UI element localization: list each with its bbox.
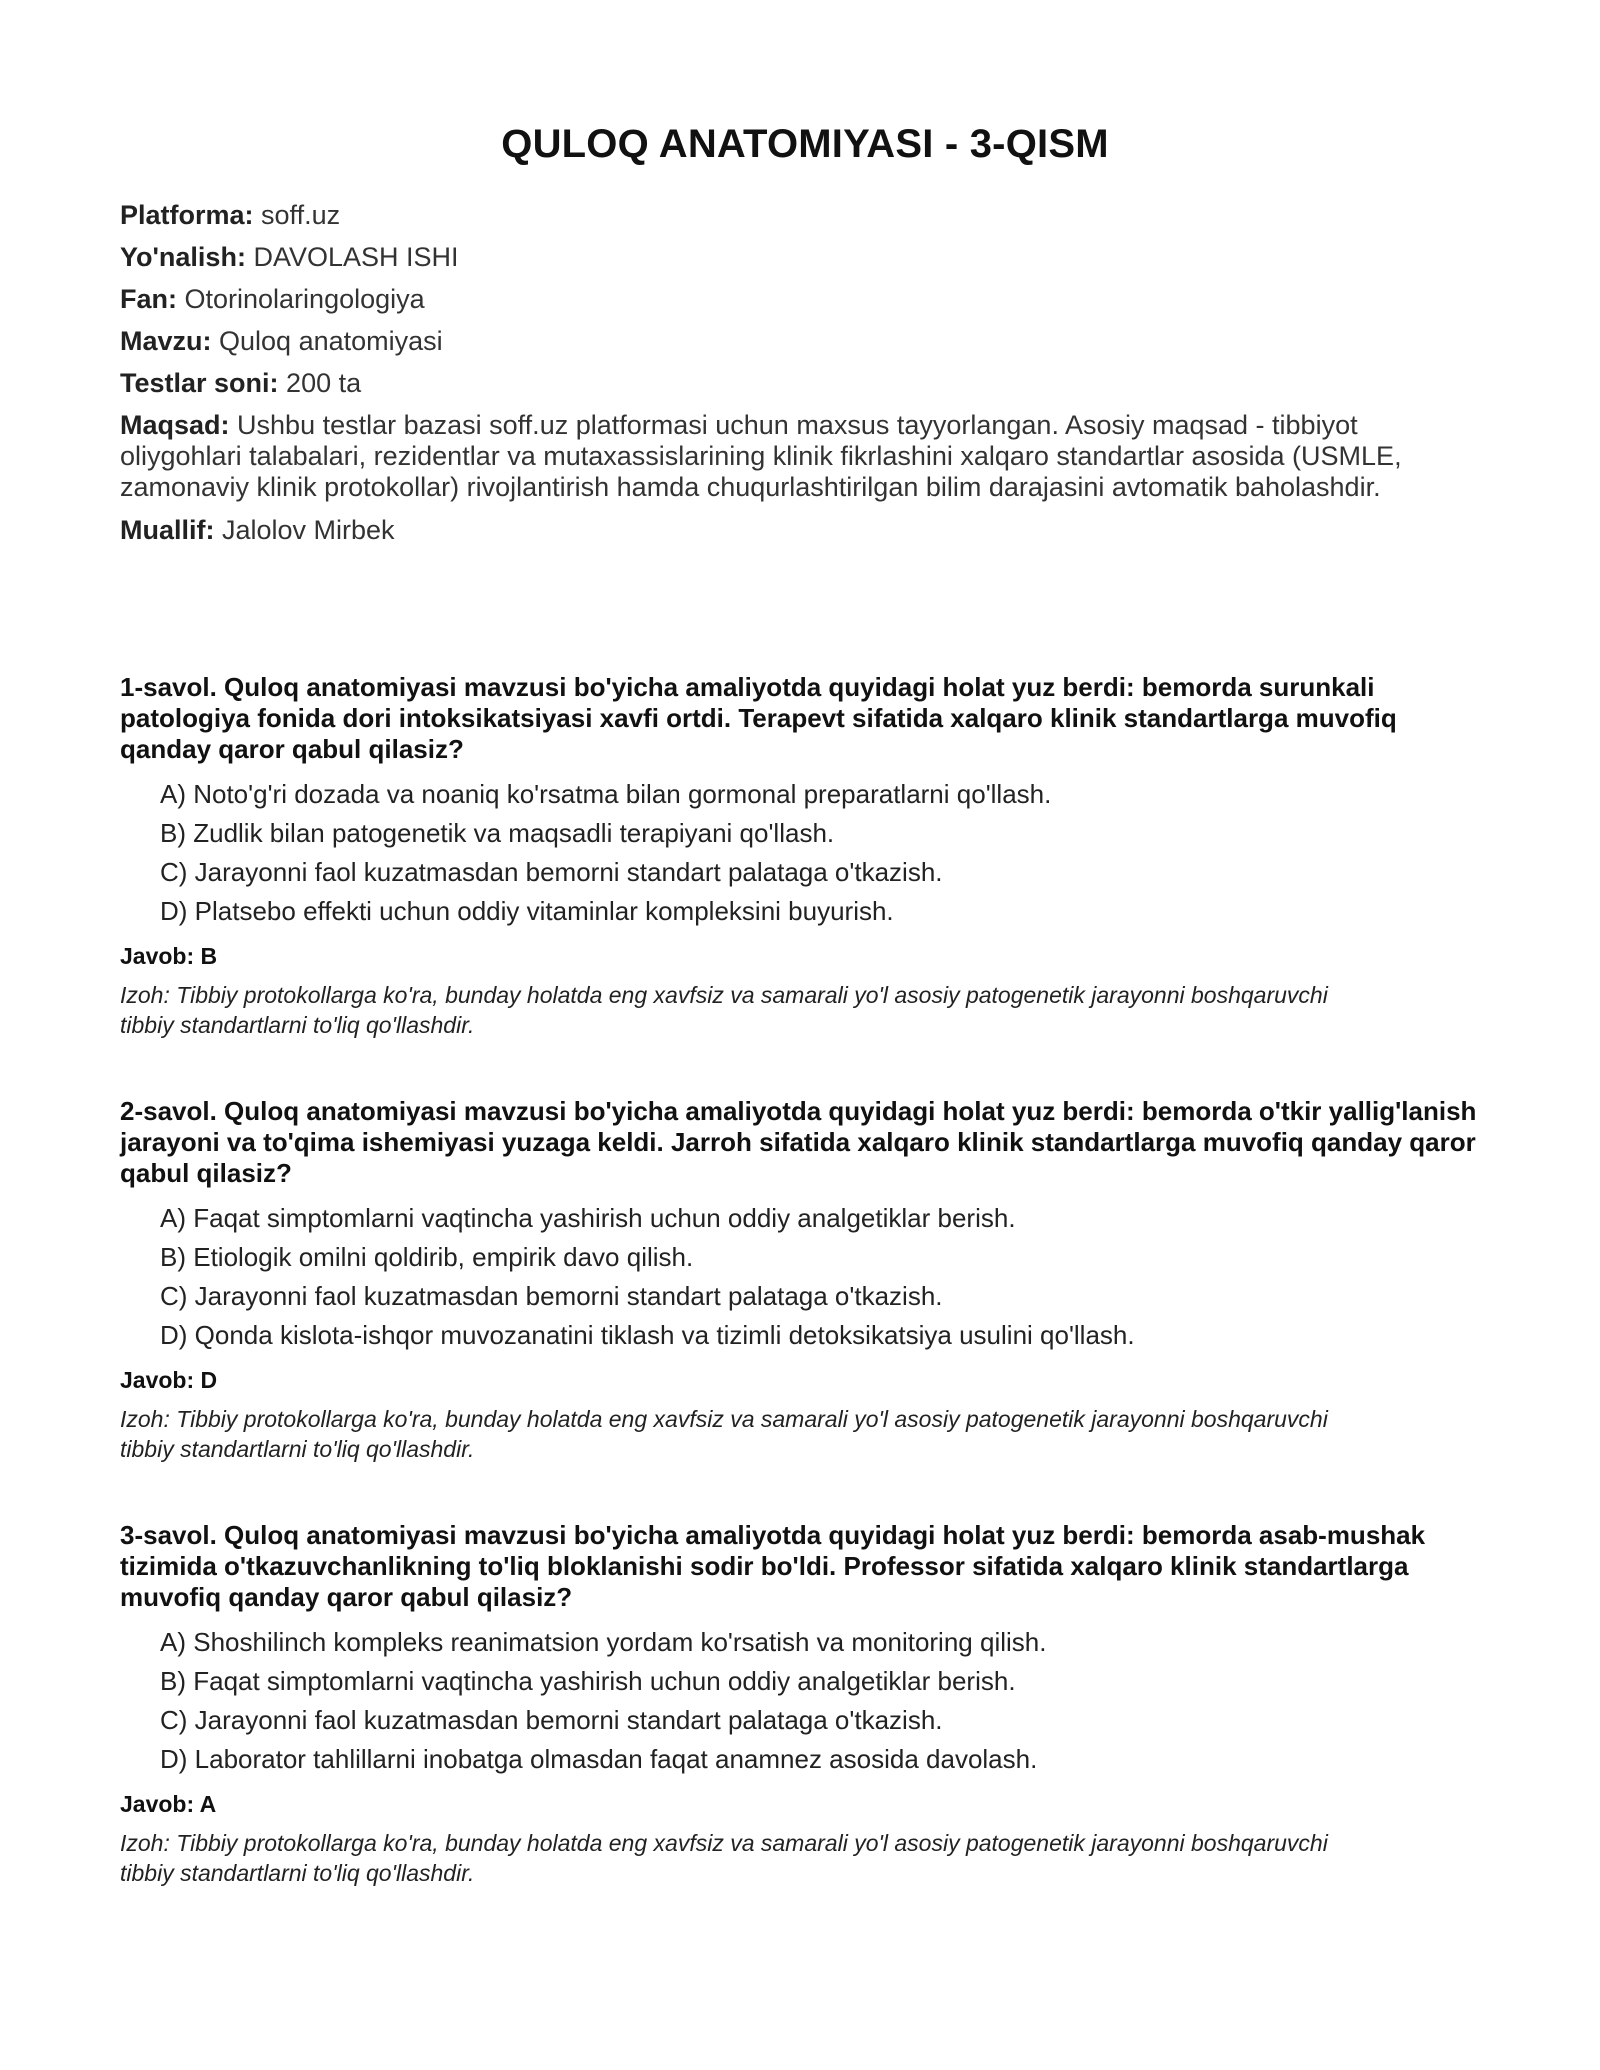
question-text: 1-savol. Quloq anatomiyasi mavzusi bo'yicha amaliyotda quyidagi holat yuz berdi: bemorda surunkali patologiya fonida dori intoksikatsiyasi xavfi ortdi. Terapevt sifatida xalqaro klinik standartlarga muvofiq qanday qaror qabul qilasiz? <box>120 672 1397 764</box>
explanation-text: Izoh: Tibbiy protokollarga ko'ra, bunday holatda eng xavfsiz va samarali yo'l asosiy patogenetik jarayonni boshqaruvchi tibbiy standartlarni to'liq qo'llashdir. <box>120 1830 1328 1886</box>
explanation-text: Izoh: Tibbiy protokollarga ko'ra, bunday holatda eng xavfsiz va samarali yo'l asosiy patogenetik jarayonni boshqaruvchi tibbiy standartlarni to'liq qo'llashdir. <box>120 1406 1328 1462</box>
option-list <box>120 1203 1490 1350</box>
meta-author <box>120 515 1450 545</box>
meta-label: Fan: <box>120 284 177 314</box>
question-block <box>120 1096 1490 1464</box>
meta-value: Quloq anatomiyasi <box>211 326 443 356</box>
meta-purpose <box>120 410 1450 503</box>
option-b: B) Zudlik bilan patogenetik va maqsadli terapiyani qo'llash. <box>160 818 835 848</box>
meta-value: 200 ta <box>278 368 362 398</box>
option-b: B) Etiologik omilni qoldirib, empirik davo qilish. <box>160 1242 694 1272</box>
question-block <box>120 1520 1490 1888</box>
question-text: 2-savol. Quloq anatomiyasi mavzusi bo'yicha amaliyotda quyidagi holat yuz berdi: bemorda o'tkir yallig'lanish jarayoni va to'qima ishemiyasi yuzaga keldi. Jarroh sifatida xalqaro klinik standartlarga muvofiq qanday qaror qabul qilasiz? <box>120 1096 1477 1188</box>
explanation-text: Izoh: Tibbiy protokollarga ko'ra, bunday holatda eng xavfsiz va samarali yo'l asosiy patogenetik jarayonni boshqaruvchi tibbiy standartlarni to'liq qo'llashdir. <box>120 982 1328 1038</box>
meta-label: Yo'nalish: <box>120 242 246 272</box>
meta-topic <box>120 326 1450 356</box>
option-d: D) Laborator tahlillarni inobatga olmasdan faqat anamnez asosida davolash. <box>160 1744 1038 1774</box>
option-list <box>120 1627 1490 1774</box>
question-block <box>120 672 1490 1040</box>
option-d: D) Platsebo effekti uchun oddiy vitaminlar kompleksini buyurish. <box>160 896 894 926</box>
answer-text: Javob: B <box>120 943 218 969</box>
option-a: A) Noto'g'ri dozada va noaniq ko'rsatma bilan gormonal preparatlarni qo'llash. <box>160 779 1052 809</box>
meta-label: Muallif: <box>120 515 215 545</box>
meta-label: Testlar soni: <box>120 368 279 398</box>
meta-direction <box>120 242 1450 272</box>
option-list <box>120 779 1490 926</box>
answer-text: Javob: A <box>120 1791 217 1817</box>
option-a: A) Shoshilinch kompleks reanimatsion yordam ko'rsatish va monitoring qilish. <box>160 1627 1047 1657</box>
meta-value: Jalolov Mirbek <box>214 515 395 545</box>
meta-label: Mavzu: <box>120 326 212 356</box>
metadata-block <box>120 200 1450 557</box>
meta-test-count <box>120 368 1450 398</box>
option-b: B) Faqat simptomlarni vaqtincha yashirish uchun oddiy analgetiklar berish. <box>160 1666 1016 1696</box>
option-c: C) Jarayonni faol kuzatmasdan bemorni standart palataga o'tkazish. <box>160 857 943 887</box>
meta-value: DAVOLASH ISHI <box>245 242 459 272</box>
meta-platform <box>120 200 1450 230</box>
meta-label: Maqsad: <box>120 410 230 440</box>
document-title: QULOQ ANATOMIYASI - 3-QISM <box>501 122 1109 166</box>
option-d: D) Qonda kislota-ishqor muvozanatini tiklash va tizimli detoksikatsiya usulini qo'llash. <box>160 1320 1135 1350</box>
meta-value: Ushbu testlar bazasi soff.uz platformasi uchun maxsus tayyorlangan. Asosiy maqsad - tibbiyot oliygohlari talabalari, rezidentlar va mutaxassislarining klinik fikrlashini xalqaro standartlar asosida (USMLE, zamonaviy klinik protokollar) rivojlantirish hamda chuqurlashtirilgan bilim darajasini avtomatik baholashdir. <box>120 410 1402 502</box>
option-c: C) Jarayonni faol kuzatmasdan bemorni standart palataga o'tkazish. <box>160 1281 943 1311</box>
meta-label: Platforma: <box>120 200 254 230</box>
meta-value: soff.uz <box>253 200 341 230</box>
question-list <box>120 672 1490 1944</box>
option-a: A) Faqat simptomlarni vaqtincha yashirish uchun oddiy analgetiklar berish. <box>160 1203 1016 1233</box>
meta-subject <box>120 284 1450 314</box>
question-text: 3-savol. Quloq anatomiyasi mavzusi bo'yicha amaliyotda quyidagi holat yuz berdi: bemorda asab-mushak tizimida o'tkazuvchanlikning to'liq bloklanishi sodir bo'ldi. Professor sifatida xalqaro klinik standartlarga muvofiq qanday qaror qabul qilasiz? <box>120 1520 1426 1612</box>
meta-value: Otorinolaringologiya <box>177 284 425 314</box>
answer-text: Javob: D <box>120 1367 218 1393</box>
option-c: C) Jarayonni faol kuzatmasdan bemorni standart palataga o'tkazish. <box>160 1705 943 1735</box>
